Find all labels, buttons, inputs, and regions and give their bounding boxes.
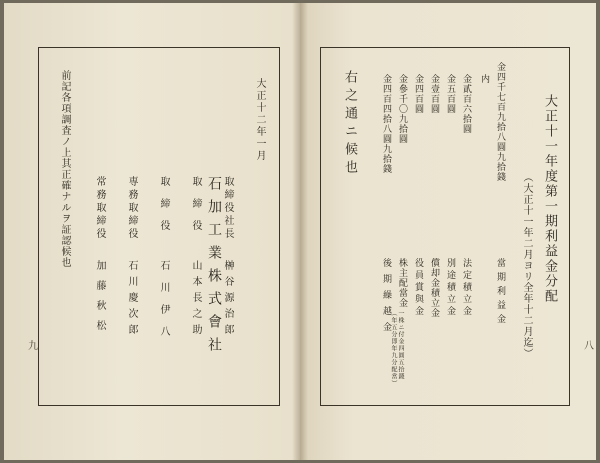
officer-title: 取締役 — [190, 176, 201, 242]
page-number-left: 九 — [28, 341, 38, 352]
document-date: 大正十二年一月 — [254, 78, 265, 162]
item-label: 法定積立金 — [461, 258, 471, 318]
item-label: 別途積立金 — [445, 258, 455, 318]
item-amount: 金四百圓 — [413, 74, 423, 114]
officer-title: 専務取締役 — [126, 176, 137, 241]
item-amount: 金五百圓 — [445, 74, 455, 114]
item-note: （年五分即年九分配當） — [390, 310, 397, 387]
item-amount: 金壹百圓 — [429, 74, 439, 114]
item-amount: 金四百四拾八圓九拾錢 — [381, 74, 391, 174]
officer-name: 石川伊八 — [158, 260, 169, 348]
officer-name: 石川慶次郎 — [126, 260, 137, 340]
right-page — [300, 3, 596, 460]
page-number-right: 八 — [584, 341, 594, 352]
book-gutter — [292, 3, 308, 460]
left-page-frame — [38, 47, 280, 406]
item-amount: 金貳百六拾圓 — [461, 74, 471, 134]
item-note: 一株ニ付金四圓五拾錢 — [397, 310, 404, 380]
closing-remark: 右之通ニ候也 — [342, 70, 357, 178]
page-title: 大正十一年度第一期利益金分配 — [542, 94, 557, 304]
officer-title: 取締役社長 — [222, 176, 233, 241]
item-label: 當期利益金 — [495, 258, 505, 328]
right-page-frame — [320, 47, 570, 406]
officer-name: 榊谷源治郎 — [222, 260, 233, 340]
item-label: 株主配當金 — [397, 258, 407, 308]
book-spread — [4, 3, 596, 460]
item-amount: 金四千七百九拾八圓九拾錢 — [495, 62, 505, 182]
officer-title: 常務取締役 — [94, 176, 105, 241]
item-label: 内 — [479, 74, 489, 84]
certification-note: 前記各項調査ノ上其正確ナルヲ証認候也 — [59, 70, 70, 268]
officer-title: 取締役 — [158, 176, 169, 242]
company-name: 石加工業株式會社 — [206, 176, 222, 360]
item-label: 後期繰越金 — [381, 258, 391, 338]
item-amount: 金參千〇九拾圓 — [397, 74, 407, 144]
officer-name: 山本長之助 — [190, 260, 201, 340]
officer-name: 加藤秋松 — [94, 260, 105, 340]
item-label: 役員賞與金 — [413, 258, 423, 318]
item-label: 償却金積立金 — [429, 258, 439, 318]
period-subtitle: （大正十一年二月ヨリ全年十二月迄） — [521, 172, 532, 359]
left-page — [4, 3, 300, 460]
